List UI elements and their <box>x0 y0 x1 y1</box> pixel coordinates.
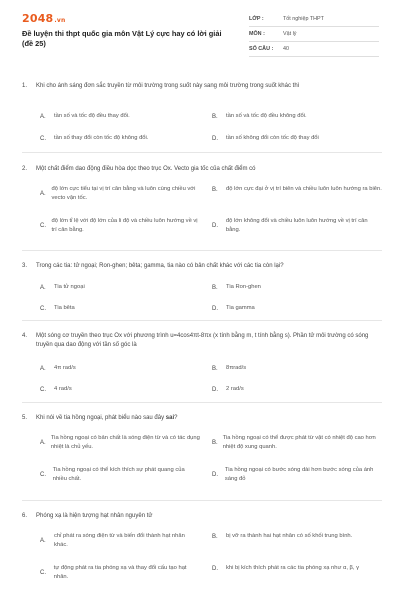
option-text: độ lớn không đổi và chiều luôn luôn hướng về vị trí cân bằng. <box>225 218 368 233</box>
meta-label: SỐ CÂU : <box>249 46 274 52</box>
meta-label: MÔN : <box>249 31 265 37</box>
option-letter: C. <box>40 570 46 576</box>
option-letter: B. <box>212 533 218 540</box>
option-c[interactable] <box>40 466 200 484</box>
option-letter: C. <box>40 472 46 478</box>
exam-title: Đề luyện thi thpt quốc gia môn Vật Lý cực hay có lời giải (đề 25) <box>22 29 222 48</box>
meta-value: Vật lý <box>283 31 297 37</box>
option-c[interactable] <box>40 564 200 582</box>
option-b[interactable] <box>212 112 382 121</box>
question-number: 6. <box>22 513 28 519</box>
option-letter: D. <box>212 472 218 478</box>
option-letter: A. <box>40 538 46 544</box>
option-letter: C. <box>40 386 46 393</box>
option-b[interactable] <box>212 364 382 373</box>
option-text: tần số thay đổi còn tốc độ không đổi. <box>54 135 149 141</box>
question-emphasis: sai <box>165 415 175 421</box>
option-a[interactable] <box>40 185 200 203</box>
option-text: chỉ phát ra sóng điện từ và biến đổi thành hạt nhân khác. <box>53 533 185 548</box>
option-letter: B. <box>212 284 218 291</box>
option-c[interactable] <box>40 385 200 394</box>
meta-row-subject <box>249 27 379 42</box>
site-logo[interactable] <box>22 12 65 25</box>
question-number: 1. <box>22 83 28 89</box>
header <box>0 0 400 70</box>
question-divider <box>22 152 382 153</box>
option-text: độ lớn cực tiểu tại vị trí cân bằng và luôn cùng chiều với vecto vận tốc. <box>51 186 196 201</box>
option-text: Tia tử ngoại <box>54 284 85 290</box>
option-letter: A. <box>40 191 46 197</box>
option-letter: D. <box>212 223 218 229</box>
question-divider <box>22 500 382 501</box>
option-a[interactable] <box>40 532 200 550</box>
option-letter: A. <box>40 113 46 120</box>
option-letter: C. <box>40 223 46 229</box>
option-text: 2 rad/s <box>226 386 244 392</box>
meta-row-count <box>249 42 379 57</box>
question-text-tail: ? <box>174 415 178 421</box>
option-letter: B. <box>212 365 218 372</box>
option-b[interactable] <box>212 185 382 194</box>
option-d[interactable] <box>212 385 382 394</box>
option-text: Tia hồng ngoại có bản chất là sóng điện từ và có tác dụng nhiệt là chủ yếu. <box>50 435 200 450</box>
option-text: Tia hồng ngoại có thể kích thích sự phát quang của nhiều chất. <box>52 467 185 482</box>
option-text: Tia Ron-ghen <box>226 284 261 290</box>
option-c[interactable] <box>40 134 200 143</box>
option-text: tự động phát ra tia phóng xạ và thay đổi cấu tạo hạt nhân. <box>53 565 187 580</box>
option-text: tần số không đổi còn tốc độ thay đổi <box>226 135 319 141</box>
option-a[interactable] <box>40 283 200 292</box>
question-text: Phóng xạ là hiện tượng hạt nhân nguyên tử <box>36 513 153 519</box>
option-text: tần số và tốc độ đều thay đổi. <box>54 113 130 119</box>
question-text <box>36 414 382 423</box>
question-number: 2. <box>22 166 28 172</box>
option-text: khi bị kích thích phát ra các tia phóng xạ như α, β, γ <box>226 565 360 571</box>
meta-label: LỚP : <box>249 16 264 22</box>
option-text: 4 rad/s <box>54 386 72 392</box>
option-letter: D. <box>212 305 218 312</box>
option-letter: B. <box>212 440 218 446</box>
option-letter: B. <box>212 113 218 120</box>
option-b[interactable] <box>212 532 382 541</box>
option-text: Tia gamma <box>226 305 255 311</box>
meta-row-class <box>249 12 379 27</box>
option-d[interactable] <box>212 134 382 143</box>
option-text: tần số và tốc độ đều không đổi. <box>226 113 307 119</box>
option-b[interactable] <box>212 434 382 452</box>
question-text: Một sóng cơ truyền theo trục Ox với phương trình u=4cos4πt-8πx (x tính bằng m, t tính bằng s). Phần tử môi trường có sóng truyền qua dao động với tần số góc là <box>36 333 369 348</box>
question-text: Trong các tia: tử ngoại; Ron-ghen; bêta; gamma, tia nào có bản chất khác với các tia còn lại? <box>36 263 284 269</box>
option-d[interactable] <box>212 466 382 484</box>
option-c[interactable] <box>40 217 200 235</box>
option-text: 4π rad/s <box>54 365 76 371</box>
option-letter: D. <box>212 565 218 572</box>
option-letter: C. <box>40 135 46 142</box>
logo-main: 2048 <box>22 12 54 25</box>
logo-suffix: .vn <box>54 17 66 24</box>
question-text: Một chất điểm dao động điều hòa dọc theo trục Ox. Vecto gia tốc của chất điểm có <box>36 166 256 172</box>
question-number: 4. <box>22 333 28 339</box>
option-letter: B. <box>212 186 218 193</box>
option-letter: A. <box>40 440 46 446</box>
option-letter: A. <box>40 284 46 291</box>
question-number: 5. <box>22 415 28 421</box>
option-a[interactable] <box>40 112 200 121</box>
option-text: Tia hồng ngoại có bước sóng dài hơn bước sóng của ánh sáng đỏ <box>224 467 374 482</box>
option-text: bị vỡ ra thành hai hạt nhân có số khối trung bình. <box>226 533 353 539</box>
option-d[interactable] <box>212 564 382 573</box>
option-text: 8πrad/s <box>226 365 247 371</box>
option-letter: D. <box>212 386 218 393</box>
option-c[interactable] <box>40 304 200 313</box>
question-text-lead: Khi nói về tia hồng ngoại, phát biểu nào sau đây <box>36 415 166 421</box>
question-divider <box>22 402 382 403</box>
question-divider <box>22 320 382 321</box>
option-letter: D. <box>212 135 218 142</box>
option-d[interactable] <box>212 304 382 313</box>
option-a[interactable] <box>40 434 200 452</box>
question-divider <box>22 250 382 251</box>
option-b[interactable] <box>212 283 382 292</box>
option-text: độ lớn tỉ lệ với độ lớn của li độ và chiều luôn hướng về vị trí cân bằng. <box>51 218 198 233</box>
option-text: Tia bêta <box>54 305 75 311</box>
meta-value: Tốt nghiệp THPT <box>283 16 324 22</box>
option-d[interactable] <box>212 217 382 235</box>
option-text: Tia hồng ngoại có thể được phát từ vật có nhiệt độ cao hơn nhiệt độ xung quanh. <box>222 435 376 450</box>
exam-meta-table <box>249 12 379 57</box>
option-letter: C. <box>40 305 46 312</box>
question-text: Khi cho ánh sáng đơn sắc truyền từ môi trường trong suốt này sang môi trường trong suốt khác thì <box>36 83 300 89</box>
option-a[interactable] <box>40 364 200 373</box>
option-text: độ lớn cực đại ở vị trí biên và chiều luôn luôn hướng ra biên. <box>226 186 382 192</box>
meta-value: 40 <box>283 46 289 52</box>
question-number: 3. <box>22 263 28 269</box>
option-letter: A. <box>40 365 46 372</box>
